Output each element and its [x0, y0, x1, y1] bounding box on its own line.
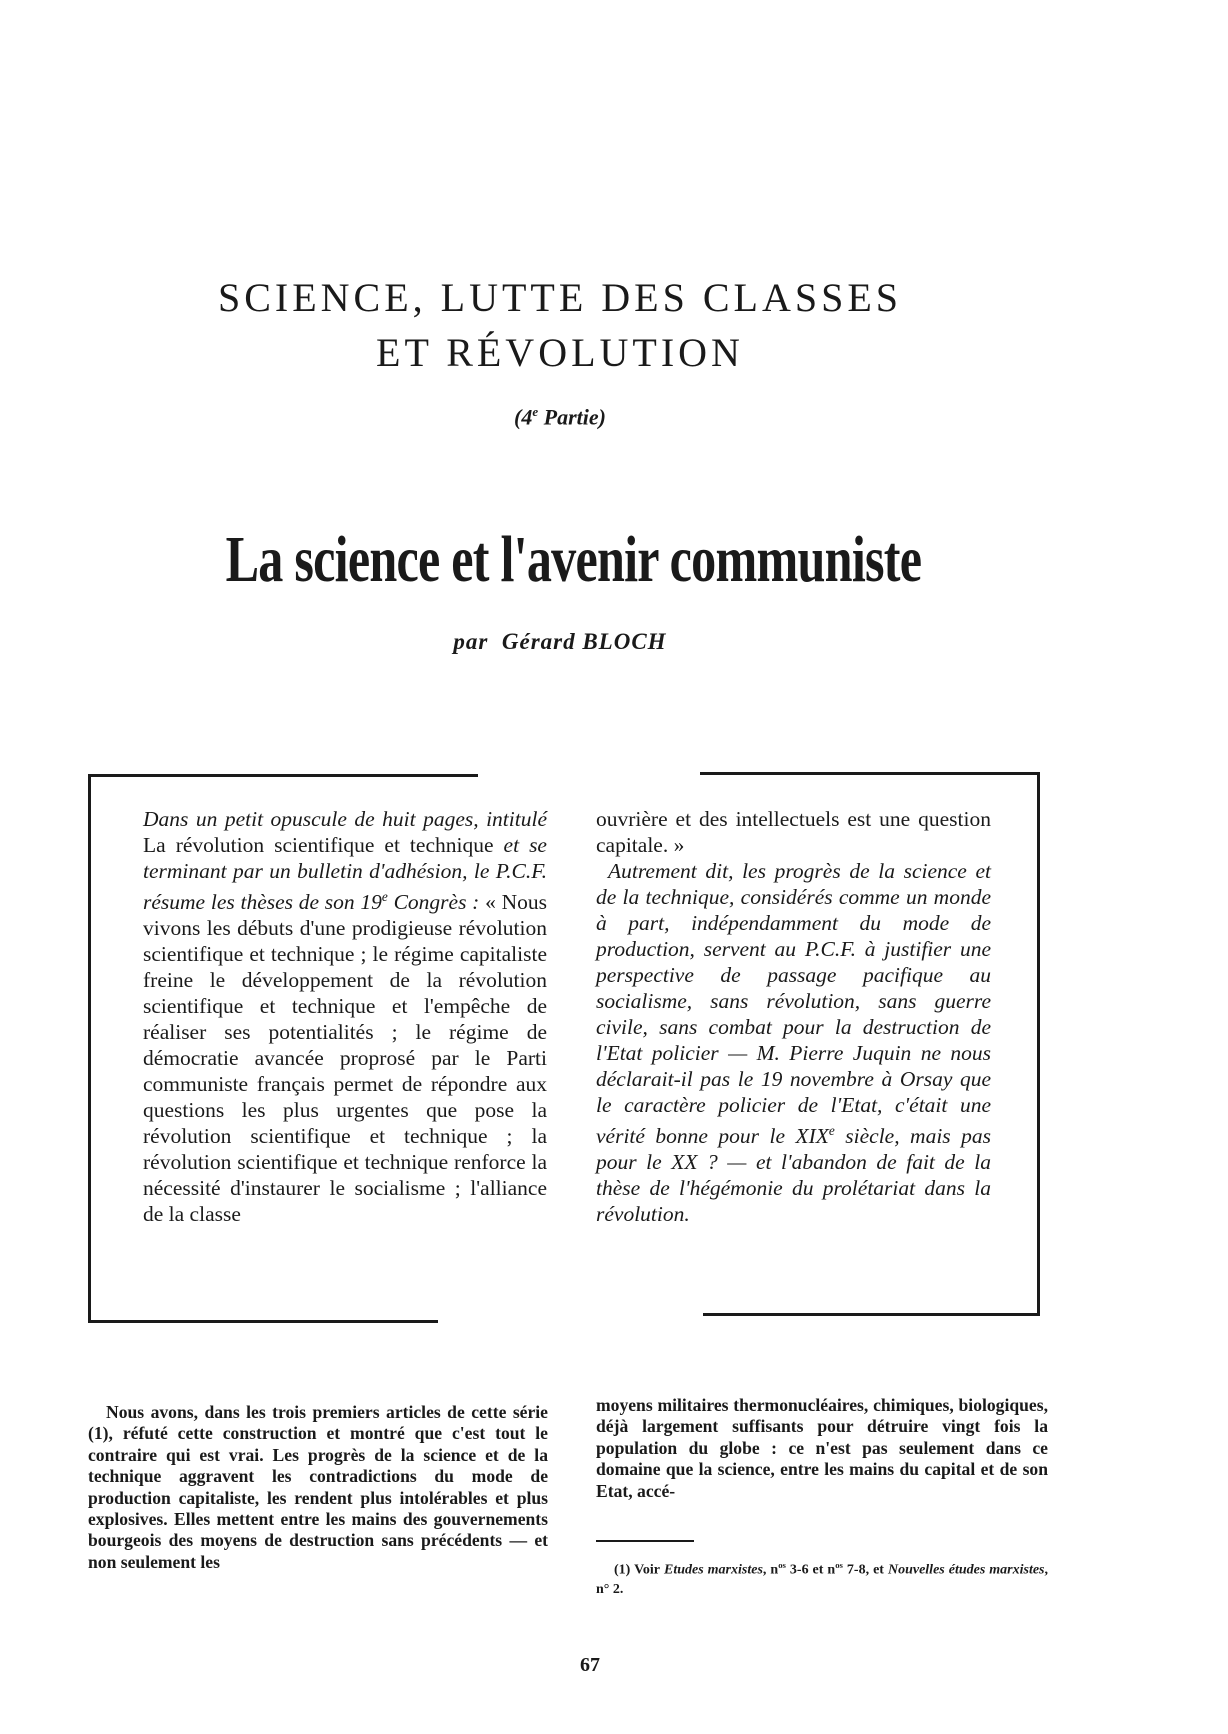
- box-italic-3: Congrès :: [387, 890, 480, 915]
- footnote-title-2: Nouvelles études marxistes: [883, 1562, 1045, 1578]
- box-bottom-right-rule: [703, 1313, 1040, 1316]
- box-roman-2: « Nous vivons les débuts d'une prodigieuse révolution scientifique et technique ; le régime capitaliste freine le développement de la révolution scientifique et technique et l'empêche de réaliser ses potentialités ; le régime de démocratie avancée proprosé par le Parti communiste français permet de répondre aux questions les plus urgentes que pose la révolution scientifique et technique ; la révolution scientifique et technique renforce la nécessité d'instaurer le socialisme ; l'alliance de la classe: [143, 890, 547, 1227]
- box-italic-2: et se terminant par un bulletin d'adhésion, le P.C.F. résume les thèses de son 19: [143, 833, 547, 915]
- part-text: Partie): [538, 404, 606, 430]
- footnote-separator: [596, 1540, 694, 1542]
- footnote-r4: , n° 2.: [596, 1562, 1048, 1597]
- box-left-vertical-rule: [88, 774, 91, 1323]
- footnote-num: (1) Voir: [614, 1562, 660, 1578]
- part-sup: e: [532, 404, 539, 419]
- box-left-column: [143, 806, 547, 1227]
- series-title-line-1: SCIENCE, LUTTE DES CLASSES: [217, 275, 903, 320]
- box-right-vertical-rule: [1037, 772, 1040, 1316]
- page-number: 67: [580, 1654, 600, 1676]
- footnote-sup-2: os: [835, 1560, 843, 1570]
- box-right-italic-1: Autrement dit, les progrès de la science et de la technique, considérés comme un monde à part, indépendamment du mode de production, servent au P.C.F. à justifier une perspective de passage pacifique au socialisme, sans révolution, sans guerre civile, sans combat pour la destruction de l'Etat policier — M. Pierre Juquin ne nous déclarait-il pas le 19 novembre à Orsay que le caractère policier de l'Etat, c'était une vérité bonne pour le XIX: [596, 859, 991, 1149]
- footnote-r1: , n: [762, 1562, 779, 1578]
- series-title: [120, 270, 1000, 380]
- article-title: La science et l'avenir communiste: [225, 523, 922, 596]
- footnote-r2: 3-6 et n: [785, 1562, 836, 1578]
- part-label: [120, 404, 1000, 430]
- box-sup-1: e: [381, 889, 388, 904]
- box-top-left-rule: [88, 774, 478, 777]
- box-bottom-left-rule: [88, 1320, 438, 1323]
- box-right-paragraph: [596, 858, 991, 1227]
- box-roman-1: La révolution scientifique et technique: [143, 833, 504, 857]
- box-italic-1: Dans un petit opuscule de huit pages, intitulé: [143, 807, 547, 831]
- box-top-right-rule: [700, 772, 1040, 775]
- box-left-paragraph: [143, 806, 547, 1227]
- footnote-r3: 7-8, et: [842, 1562, 884, 1578]
- part-open: (4: [514, 404, 533, 430]
- box-right-sup: e: [828, 1123, 835, 1138]
- footnote: [596, 1556, 1048, 1599]
- body-left-column: [88, 1402, 548, 1573]
- box-right-column: [596, 806, 991, 1227]
- series-title-line-2: ET RÉVOLUTION: [376, 330, 744, 375]
- byline-prefix: par: [453, 629, 489, 654]
- footnote-sup-1: os: [778, 1560, 786, 1570]
- body-left-paragraph: Nous avons, dans les trois premiers articles de cette série (1), réfuté cette construction et montré que c'est tout le contraire qui est vrai. Les progrès de la science et de la technique aggravent les contradictions du mode de production capitaliste, les rendent plus intolérables et plus explosives. Elles mettent entre les mains des gouvernements bourgeois des moyens de destruction sans précédents — et non seulement les: [88, 1402, 548, 1572]
- box-right-italic-2: siècle, mais pas pour le XX ? — et l'abandon de fait de la thèse de l'hégémonie du prolétariat dans la révolution.: [596, 1124, 991, 1227]
- body-right-paragraph: moyens militaires thermonucléaires, chimiques, biologiques, déjà largement suffisants pour détruire vingt fois la population du globe : ce n'est pas seulement dans ce domaine que la science, entre les mains du capital et de son Etat, accé-: [596, 1395, 1048, 1501]
- footnote-title-1: Etudes marxistes: [660, 1562, 763, 1578]
- body-right-column: [596, 1395, 1048, 1502]
- box-right-continuation: ouvrière et des intellectuels est une question capitale. »: [596, 807, 991, 857]
- byline: [120, 629, 1000, 655]
- byline-author: Gérard BLOCH: [501, 629, 667, 654]
